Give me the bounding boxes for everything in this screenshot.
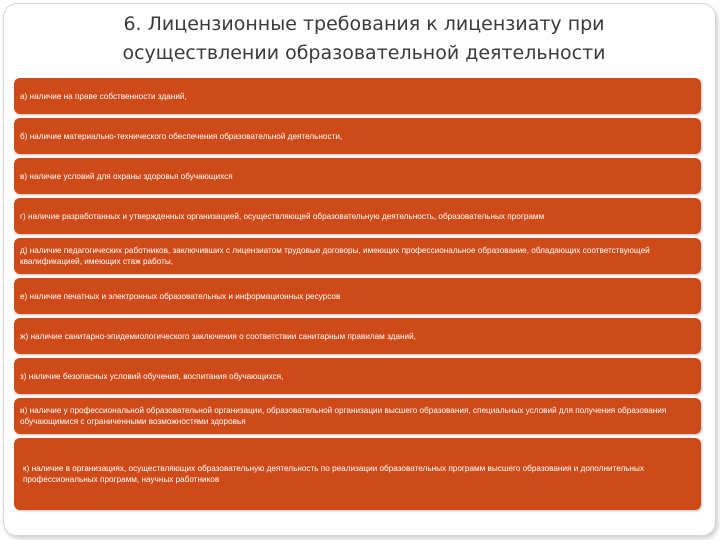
requirement-item-zh — [14, 318, 701, 354]
requirement-text: а) наличие на праве собственности зданий, — [20, 91, 187, 101]
requirement-text: д) наличие педагогических работников, заключивших с лицензиатом трудовые договоры, имеющих профессиональное образование, обладающих соответствующей квалификацией, имеющих стаж работы, — [20, 246, 650, 266]
requirement-text: к) наличие в организациях, осуществляющих образовательную деятельность по реализации образовательных программ высшего образования и дополнительных профессиональных программ, научных работников — [23, 464, 645, 484]
requirement-item-g — [14, 198, 701, 234]
requirement-text: е) наличие печатных и электронных образовательных и информационных ресурсов — [20, 291, 341, 301]
requirement-item-k — [14, 438, 701, 510]
requirements-list — [14, 78, 701, 514]
slide-frame — [3, 3, 716, 536]
requirement-text: ж) наличие санитарно-эпидемиологического заключения о соответствии санитарным правилам зданий, — [20, 331, 416, 341]
requirement-item-e — [14, 278, 701, 314]
requirement-item-i — [14, 398, 701, 434]
requirement-item-z — [14, 358, 701, 394]
slide-title — [64, 10, 664, 68]
requirement-text: з) наличие безопасных условий обучения, воспитания обучающихся, — [20, 371, 284, 381]
requirement-text: г) наличие разработанных и утвержденных организацией, осуществляющей образовательную деятельность, образовательных программ — [20, 211, 545, 221]
requirement-item-d — [14, 238, 701, 274]
requirement-text: и) наличие у профессиональной образовательной организации, образовательной организации высшего образования, специальных условий для получения образования обучающимися с ограниченными возможностями здоровья — [20, 406, 667, 426]
slide-title-line-2: осуществлении образовательной деятельности — [122, 42, 606, 64]
requirement-item-v — [14, 158, 701, 194]
requirement-item-b — [14, 118, 701, 154]
slide-title-line-1: 6. Лицензионные требования к лицензиату при — [123, 13, 605, 35]
requirement-text: в) наличие условий для охраны здоровья обучающихся — [20, 171, 233, 181]
requirement-text: б) наличие материально-технического обеспечения образовательной деятельности, — [20, 131, 343, 141]
requirement-item-a — [14, 78, 701, 114]
